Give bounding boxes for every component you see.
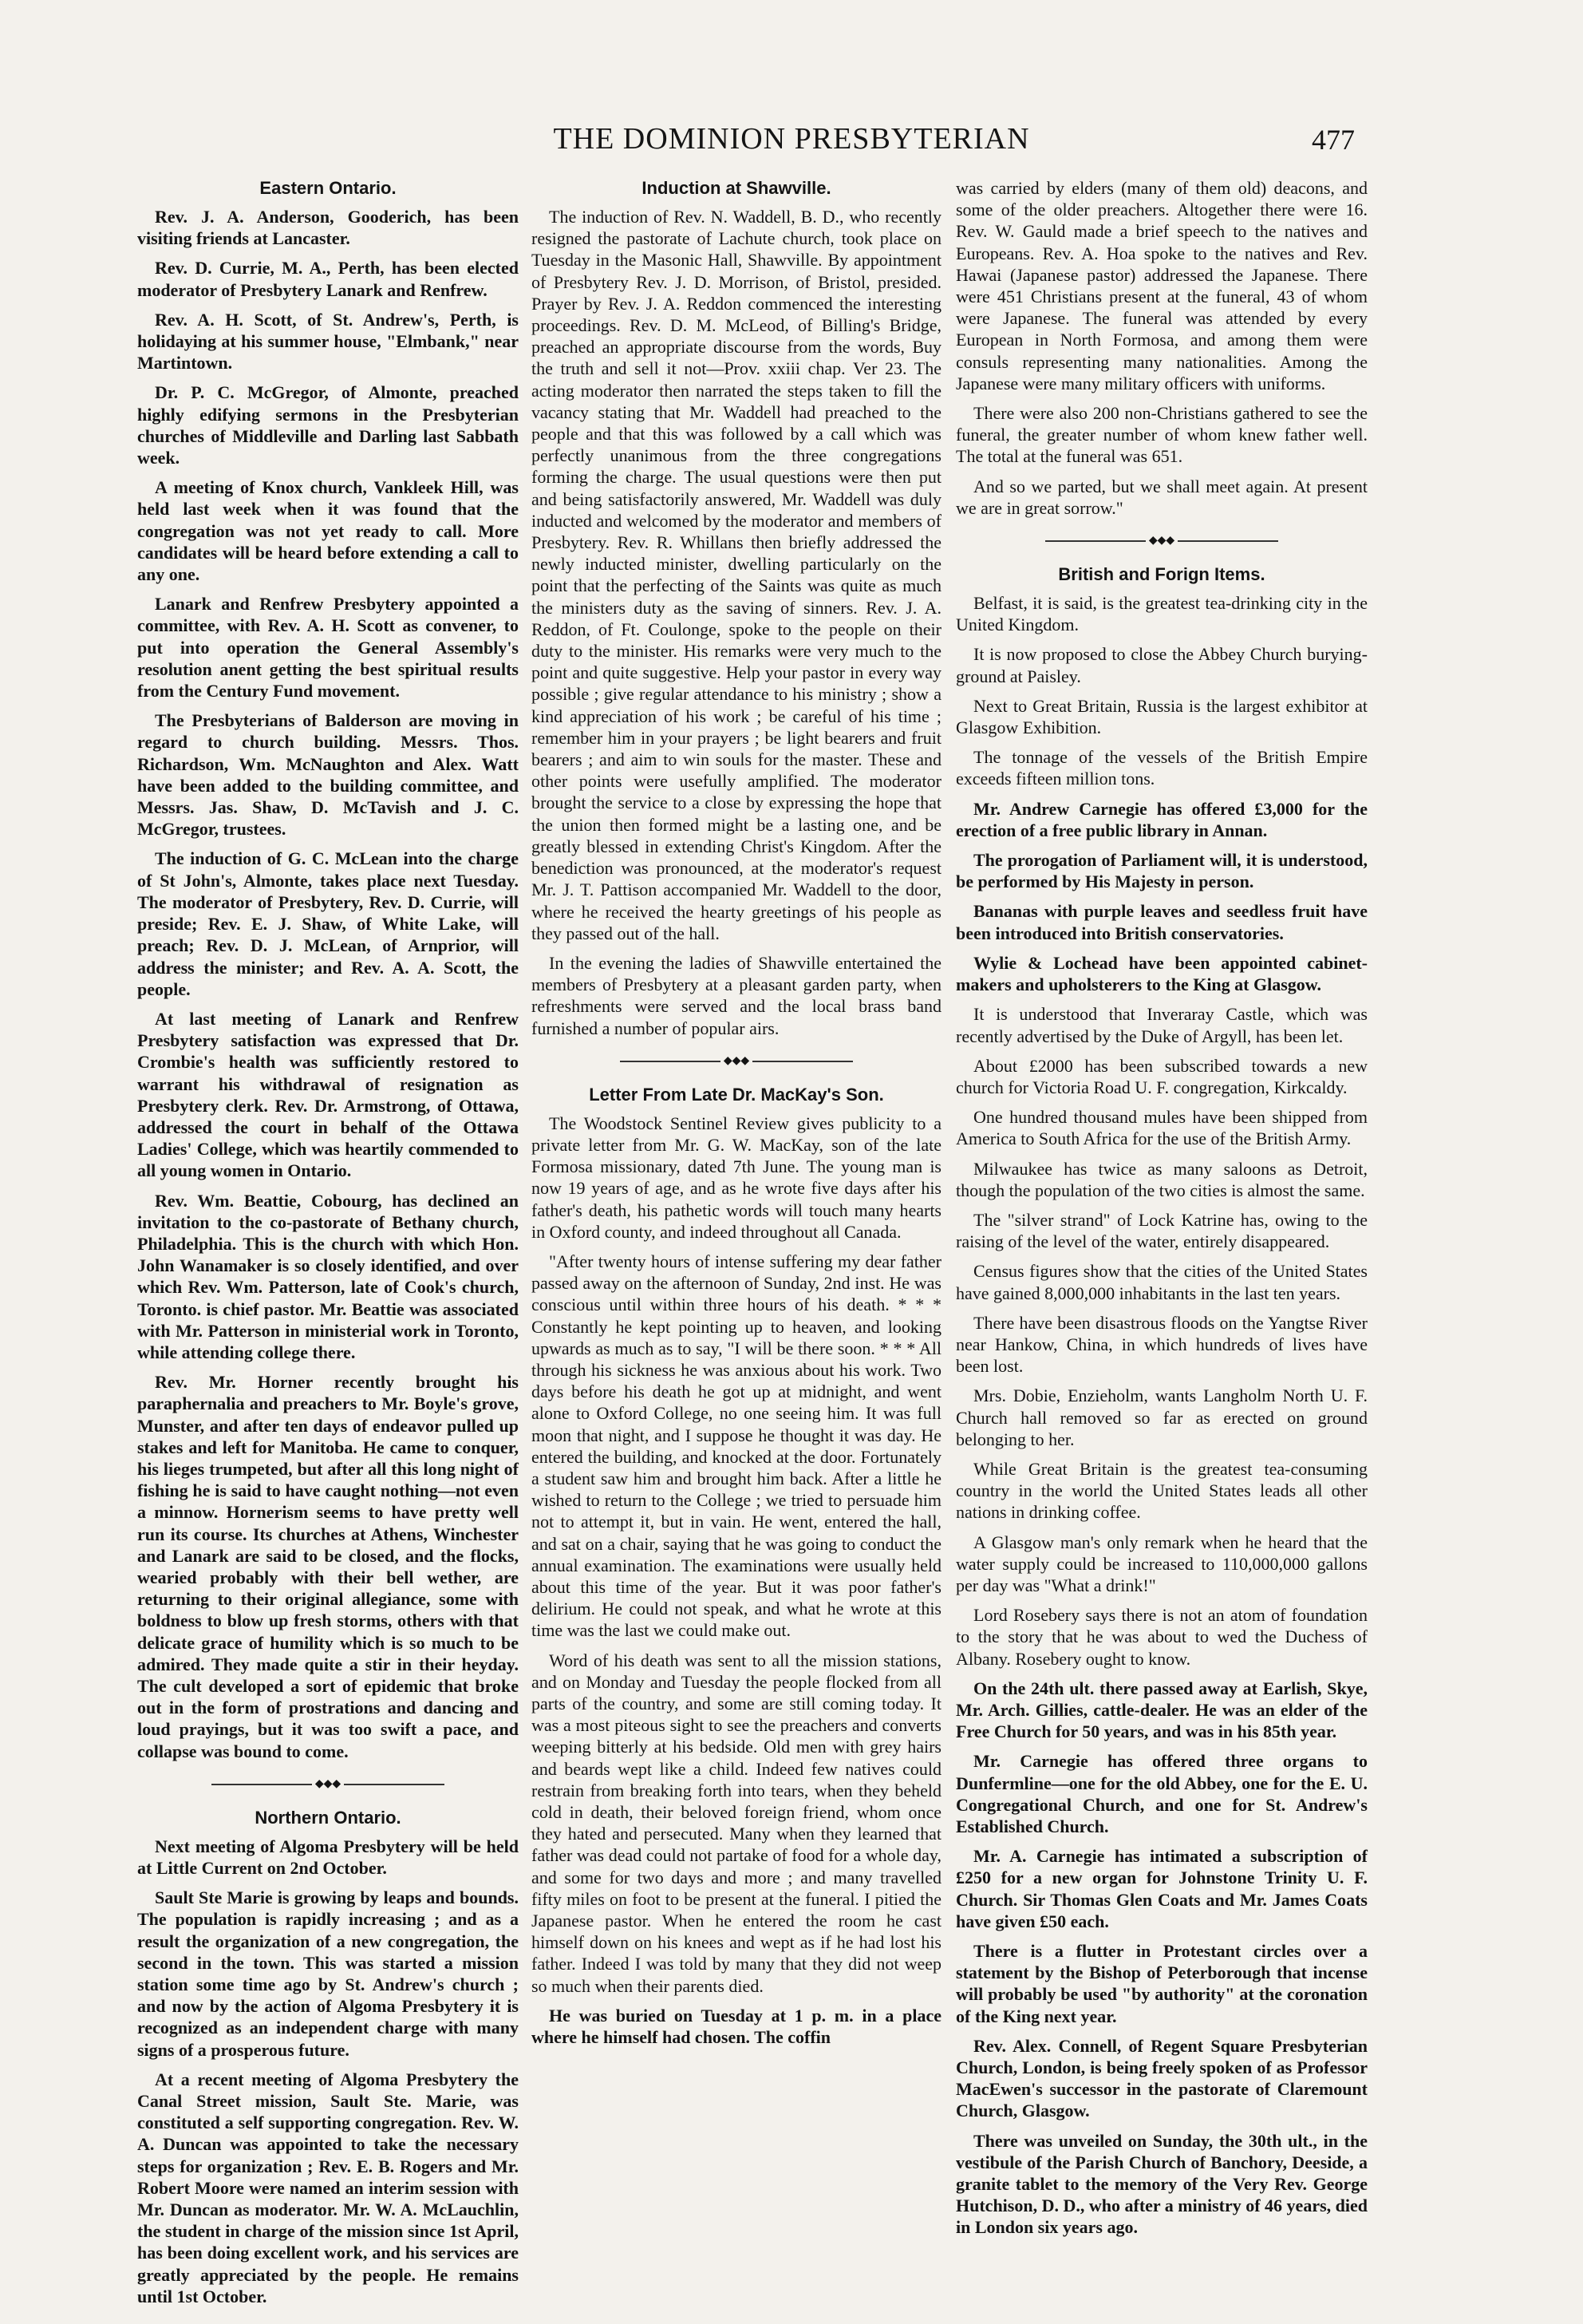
article-paragraph: Mr. A. Carnegie has intimated a subscription of £250 for a new organ for Johnstone Trinity U. F. Church. Sir Thomas Glen Coats and Mr. James Coats have given £50 each. [956,1846,1368,1931]
article-paragraph: was carried by elders (many of them old) deacons, and some of the older preachers. Altogether there were 16. Rev. W. Gauld made a brief speech to the natives and Europeans. Rev. A. Hoa spoke to the natives and Rev. Hawai (Japanese pastor) addressed the Japanese. There were 451 Christians present at the funeral, 43 of whom were Japanese. The funeral was attended by every European in North Formosa, and among them were consuls representing many nationalities. Among the Japanese were many military officers with uniforms. [956,178,1368,393]
page-number: 477 [1312,124,1355,156]
article-paragraph: At last meeting of Lanark and Renfrew Presbytery satisfaction was expressed that Dr. Crombie's health was sufficiently restored to warrant his withdrawal of resignation as Presbytery clerk. Rev. Dr. Armstrong, of Ottawa, addressed the court in behalf of the Ottawa Ladies' College, which was heartily commended to all young women in Ontario. [137,1008,519,1181]
article-paragraph: On the 24th ult. there passed away at Earlish, Skye, Mr. Arch. Gillies, cattle-dealer. He was an elder of the Free Church for 50 years, and was in his 85th year. [956,1678,1368,1742]
article-paragraph: Dr. P. C. McGregor, of Almonte, preached highly edifying sermons in the Presbyterian churches of Middleville and Darling last Sabbath week. [137,382,519,468]
publication-title: THE DOMINION PRESBYTERIAN [553,122,1030,156]
article-paragraph: There have been disastrous floods on the Yangtse River near Hankow, China, in which hundreds of lives have been lost. [956,1312,1368,1377]
article-paragraph: "After twenty hours of intense suffering my dear father passed away on the afternoon of Sunday, 2nd inst. He was conscious until within three hours of his death. * * * Constantly he kept pointing up to heaven, and looking upwards as much as to say, "I will be there soon. * * * All through his sickness he was anxious about his work. Two days before his death he got up at midnight, and went alone to Oxford College, no one seeing him. It was full moon that night, and I suppose he thought it was day. He entered the building, and knocked at the door. Fortunately a student saw him and brought him back. After a little he wished to return to the College ; we tried to persuade him not to attempt it, but in vain. He went, entered the hall, and sat on a chair, saying that he was going to conduct the annual examination. The examinations were usually held about this time of the year. But it was poor father's delirium. He could not speak, and what he wrote at this time was the last we could make out. [531,1251,942,1641]
article-paragraph: Sault Ste Marie is growing by leaps and bounds. The population is rapidly increasing ; and as a result the organization of a new congregation, the second in the town. This was started a mission station some time ago by St. Andrew's church ; and now by the action of Algoma Presbytery it is recognized as an independent charge with many signs of a prosperous future. [137,1887,519,2060]
article-paragraph: Rev. Mr. Horner recently brought his paraphernalia and preachers to Mr. Boyle's grove, Munster, and after ten days of endeavor pulled up stakes and left for Manitoba. He came to conquer, his lieges trumpeted, but after all this long night of fishing he is said to have caught nothing—not even a minnow. Hornerism seems to have pretty well run its course. Its churches at Athens, Winchester and Lanark are said to be closed, and the flocks, wearied probably with their bell wether, are returning to their original allegiance, some with boldness to blow up fresh storms, others with that delicate grace of humility which is so much to be admired. They made quite a stir in their heyday. The cult developed a sort of epidemic that broke out in the form of prostrations and dancing and loud prayings, but it was too swift a pace, and collapse was bound to come. [137,1372,519,1761]
article-paragraph: Rev. D. Currie, M. A., Perth, has been elected moderator of Presbytery Lanark and Renfrew. [137,258,519,300]
article-paragraph: The Woodstock Sentinel Review gives publicity to a private letter from Mr. G. W. MacKay, son of the late Formosa missionary, dated 7th June. The young man is now 19 years of age, and as he wrote five days after his father's death, his pathetic words will touch many hearts in Oxford county, and indeed throughout all Canada. [531,1113,942,1242]
article-paragraph: One hundred thousand mules have been shipped from America to South Africa for the use of the British Army. [956,1107,1368,1149]
article-paragraph: Rev. Wm. Beattie, Cobourg, has declined an invitation to the co-pastorate of Bethany church, Philadelphia. This is the church with which Hon. John Wanamaker is so closely identified, and over which Rev. Wm. Patterson, late of Cook's church, Toronto. is chief pastor. Mr. Beattie was associated with Mr. Patterson in ministerial work in Toronto, while attending college there. [137,1190,519,1362]
article-paragraph: Milwaukee has twice as many saloons as Detroit, though the population of the two cities is almost the same. [956,1158,1368,1200]
article-paragraph: The induction of G. C. McLean into the charge of St John's, Almonte, takes place next Tuesday. The moderator of Presbytery, Rev. D. Currie, will preside; Rev. E. J. Shaw, of White Lake, will preach; Rev. D. J. McLean, of Arnprior, will address the minister; and Rev. A. A. Scott, the people. [137,848,519,999]
article-paragraph: There was unveiled on Sunday, the 30th ult., in the vestibule of the Parish Church of Banchory, Deeside, a granite tablet to the memory of the Very Rev. George Hutchison, D. D., who after a ministry of 46 years, died in London six years ago. [956,2130,1368,2238]
column-middle [531,177,942,2284]
article-paragraph: Census figures show that the cities of the United States have gained 8,000,000 inhabitants in the last ten years. [956,1261,1368,1303]
article-paragraph: Lord Rosebery says there is not an atom of foundation to the story that he was about to wed the Duchess of Albany. Rosebery ought to know. [956,1605,1368,1669]
article-paragraph: Bananas with purple leaves and seedless fruit have been introduced into British conservatories. [956,901,1368,943]
article-paragraph: A meeting of Knox church, Vankleek Hill, was held last week when it was found that the congregation was not yet ready to call. More candidates will be heard before extending a call to any one. [137,477,519,585]
article-paragraph: A Glasgow man's only remark when he heard that the water supply could be increased to 110,000,000 gallons per day was "What a drink!" [956,1532,1368,1595]
section-heading-eastern-ontario: Eastern Ontario. [259,178,397,198]
section-heading-northern-ontario: Northern Ontario. [255,1807,401,1828]
article-paragraph: Lanark and Renfrew Presbytery appointed a committee, with Rev. A. H. Scott as convener, to put into operation the General Assembly's resolution anent getting the best spiritual results from the Century Fund movement. [137,594,519,702]
article-paragraph: Belfast, it is said, is the greatest tea-drinking city in the United Kingdom. [956,593,1368,635]
article-paragraph: Next meeting of Algoma Presbytery will be held at Little Current on 2nd October. [137,1836,519,1879]
article-paragraph: The Presbyterians of Balderson are moving in regard to church building. Messrs. Thos. Richardson, Wm. McNaughton and Alex. Watt have been added to the building committee, and Messrs. Jas. Shaw, D. McTavish and J. C. McGregor, trustees. [137,710,519,840]
article-paragraph: About £2000 has been subscribed towards a new church for Victoria Road U. F. congregation, Kirkcaldy. [956,1055,1368,1097]
article-paragraph: Mr. Andrew Carnegie has offered £3,000 for the erection of a free public library in Annan. [956,798,1368,840]
article-paragraph: Rev. J. A. Anderson, Gooderich, has been visiting friends at Lancaster. [137,207,519,249]
article-paragraph: There were also 200 non-Christians gathered to see the funeral, the greater number of whom knew father well. The total at the funeral was 651. [956,403,1368,467]
section-heading-induction-at-shawville: Induction at Shawville. [641,178,831,198]
article-paragraph: He was buried on Tuesday at 1 p. m. in a place where he himself had chosen. The coffin [531,2005,942,2048]
article-paragraph: While Great Britain is the greatest tea-consuming country in the world the United States leads all other nations in drinking coffee. [956,1458,1368,1523]
article-paragraph: Rev. Alex. Connell, of Regent Square Presbyterian Church, London, is being freely spoken of as Professor MacEwen's successor in the pastorate of Claremount Church, Glasgow. [956,2035,1368,2121]
article-paragraph: The tonnage of the vessels of the British Empire exceeds fifteen million tons. [956,747,1368,789]
article-paragraph: It is understood that Inveraray Castle, which was recently advertised by the Duke of Argyll, has been let. [956,1004,1368,1046]
article-paragraph: Mrs. Dobie, Enzieholm, wants Langholm North U. F. Church hall removed so far as erected on ground belonging to her. [956,1385,1368,1449]
article-paragraph: The "silver strand" of Lock Katrine has, owing to the raising of the level of the water, entirely disappeared. [956,1209,1368,1252]
article-paragraph: It is now proposed to close the Abbey Church burying-ground at Paisley. [956,644,1368,686]
article-paragraph: Mr. Carnegie has offered three organs to Dunfermline—one for the old Abbey, one for the E. U. Congregational Church, and one for St. Andrew's Established Church. [956,1751,1368,1836]
article-paragraph: Next to Great Britain, Russia is the largest exhibitor at Glasgow Exhibition. [956,695,1368,738]
article-paragraph: The induction of Rev. N. Waddell, B. D., who recently resigned the pastorate of Lachute church, took place on Tuesday in the Masonic Hall, Shawville. By appointment of Presbytery Rev. J. D. Morrison, of Bristol, presided. Prayer by Rev. J. A. Reddon commenced the interesting proceedings. Rev. D. M. McLeod, of Billing's Bridge, preached an appropriate discourse from the words, Buy the truth and sell it not—Prov. xxiii chap. Ver 23. The acting moderator then narrated the steps taken to fill the vacancy stating that Mr. Waddell had preached to the people and that this was followed by a call which was perfectly unanimous from the three congregations forming the charge. The usual questions were then put and being satisfactorily answered, Mr. Waddell was duly inducted and welcomed by the moderator and members of Presbytery. Rev. R. Whillans then briefly addressed the newly inducted minister, dwelling particularly on the point that the perfecting of the Saints was quite as much the ministers duty as the saving of sinners. Rev. J. A. Reddon, of Ft. Coulonge, spoke to the people on their duty to the minister. His remarks were very much to the point and quite suggestive. Help your pastor in every way possible ; give regular attendance to his ministry ; show a kind appreciation of his work ; be careful of his time ; remember him in your prayers ; be light bearers and fruit bearers ; and aim to win souls for the master. These and other points were usefully amplified. The moderator brought the service to a close by expressing the hope that the union then formed might be a lasting one, and be greatly blessed in extending Christ's Kingdom. After the benediction was pronounced, at the moderator's request Mr. J. T. Pattison accompanied Mr. Waddell to the door, where he received the hearty greetings of his people as they passed out of the hall. [531,207,942,943]
article-paragraph: Wylie & Lochead have been appointed cabinet-makers and upholsterers to the King at Glasgow. [956,952,1368,995]
section-divider: ◆◆◆ [137,1772,519,1796]
article-paragraph: The prorogation of Parliament will, it is understood, be performed by His Majesty in person. [956,850,1368,892]
article-paragraph: In the evening the ladies of Shawville entertained the members of Presbytery at a pleasant garden party, when refreshments were served and the local brass band furnished a number of popular airs. [531,952,942,1038]
section-heading-british-and-forign-items: British and Forign Items. [1058,564,1265,585]
section-heading-letter-from-late-dr-mackay-s-son: Letter From Late Dr. MacKay's Son. [589,1084,884,1105]
column-right [956,177,1368,2284]
article-paragraph: At a recent meeting of Algoma Presbytery the Canal Street mission, Sault Ste. Marie, was constituted a self supporting congregation. Rev. W. A. Duncan was appointed to take the necessary steps for organization ; Rev. E. B. Rogers and Mr. Robert Moore were named an interim session with Mr. Duncan as moderator. Mr. W. A. McLauchlin, the student in charge of the mission since 1st April, has been doing excellent work, and his services are greatly appreciated by the people. He remains until 1st October. [137,2069,519,2306]
article-paragraph: And so we parted, but we shall meet again. At present we are in great sorrow." [956,476,1368,518]
article-paragraph: Word of his death was sent to all the mission stations, and on Monday and Tuesday the people flocked from all parts of the country, and some are still coming today. It was a most piteous sight to see the preachers and converts weeping bitterly at his bedside. Old men with grey hairs and beards wept like a child. Indeed few natives could restrain from breaking forth into tears, when they beheld cold in death, their beloved foreign friend, whom once they hated and persecuted. Many when they learned that father was dead could not partake of food for a whole day, and some for two days and more ; and many travelled fifty miles on foot to be present at the funeral. I pitied the Japanese pastor. When he entered the room he cast himself down on his knees and wept as if he had lost his father. Indeed I was told by many that they did not weep so much when their parents died. [531,1650,942,1996]
column-left [137,177,519,2306]
masthead [0,121,1583,160]
article-paragraph: Rev. A. H. Scott, of St. Andrew's, Perth, is holidaying at his summer house, "Elmbank," near Martintown. [137,309,519,374]
article-paragraph: There is a flutter in Protestant circles over a statement by the Bishop of Peterborough that incense will probably be used "by authority" at the coronation of the King next year. [956,1941,1368,2026]
section-divider: ◆◆◆ [531,1049,942,1073]
section-divider: ◆◆◆ [956,528,1368,552]
